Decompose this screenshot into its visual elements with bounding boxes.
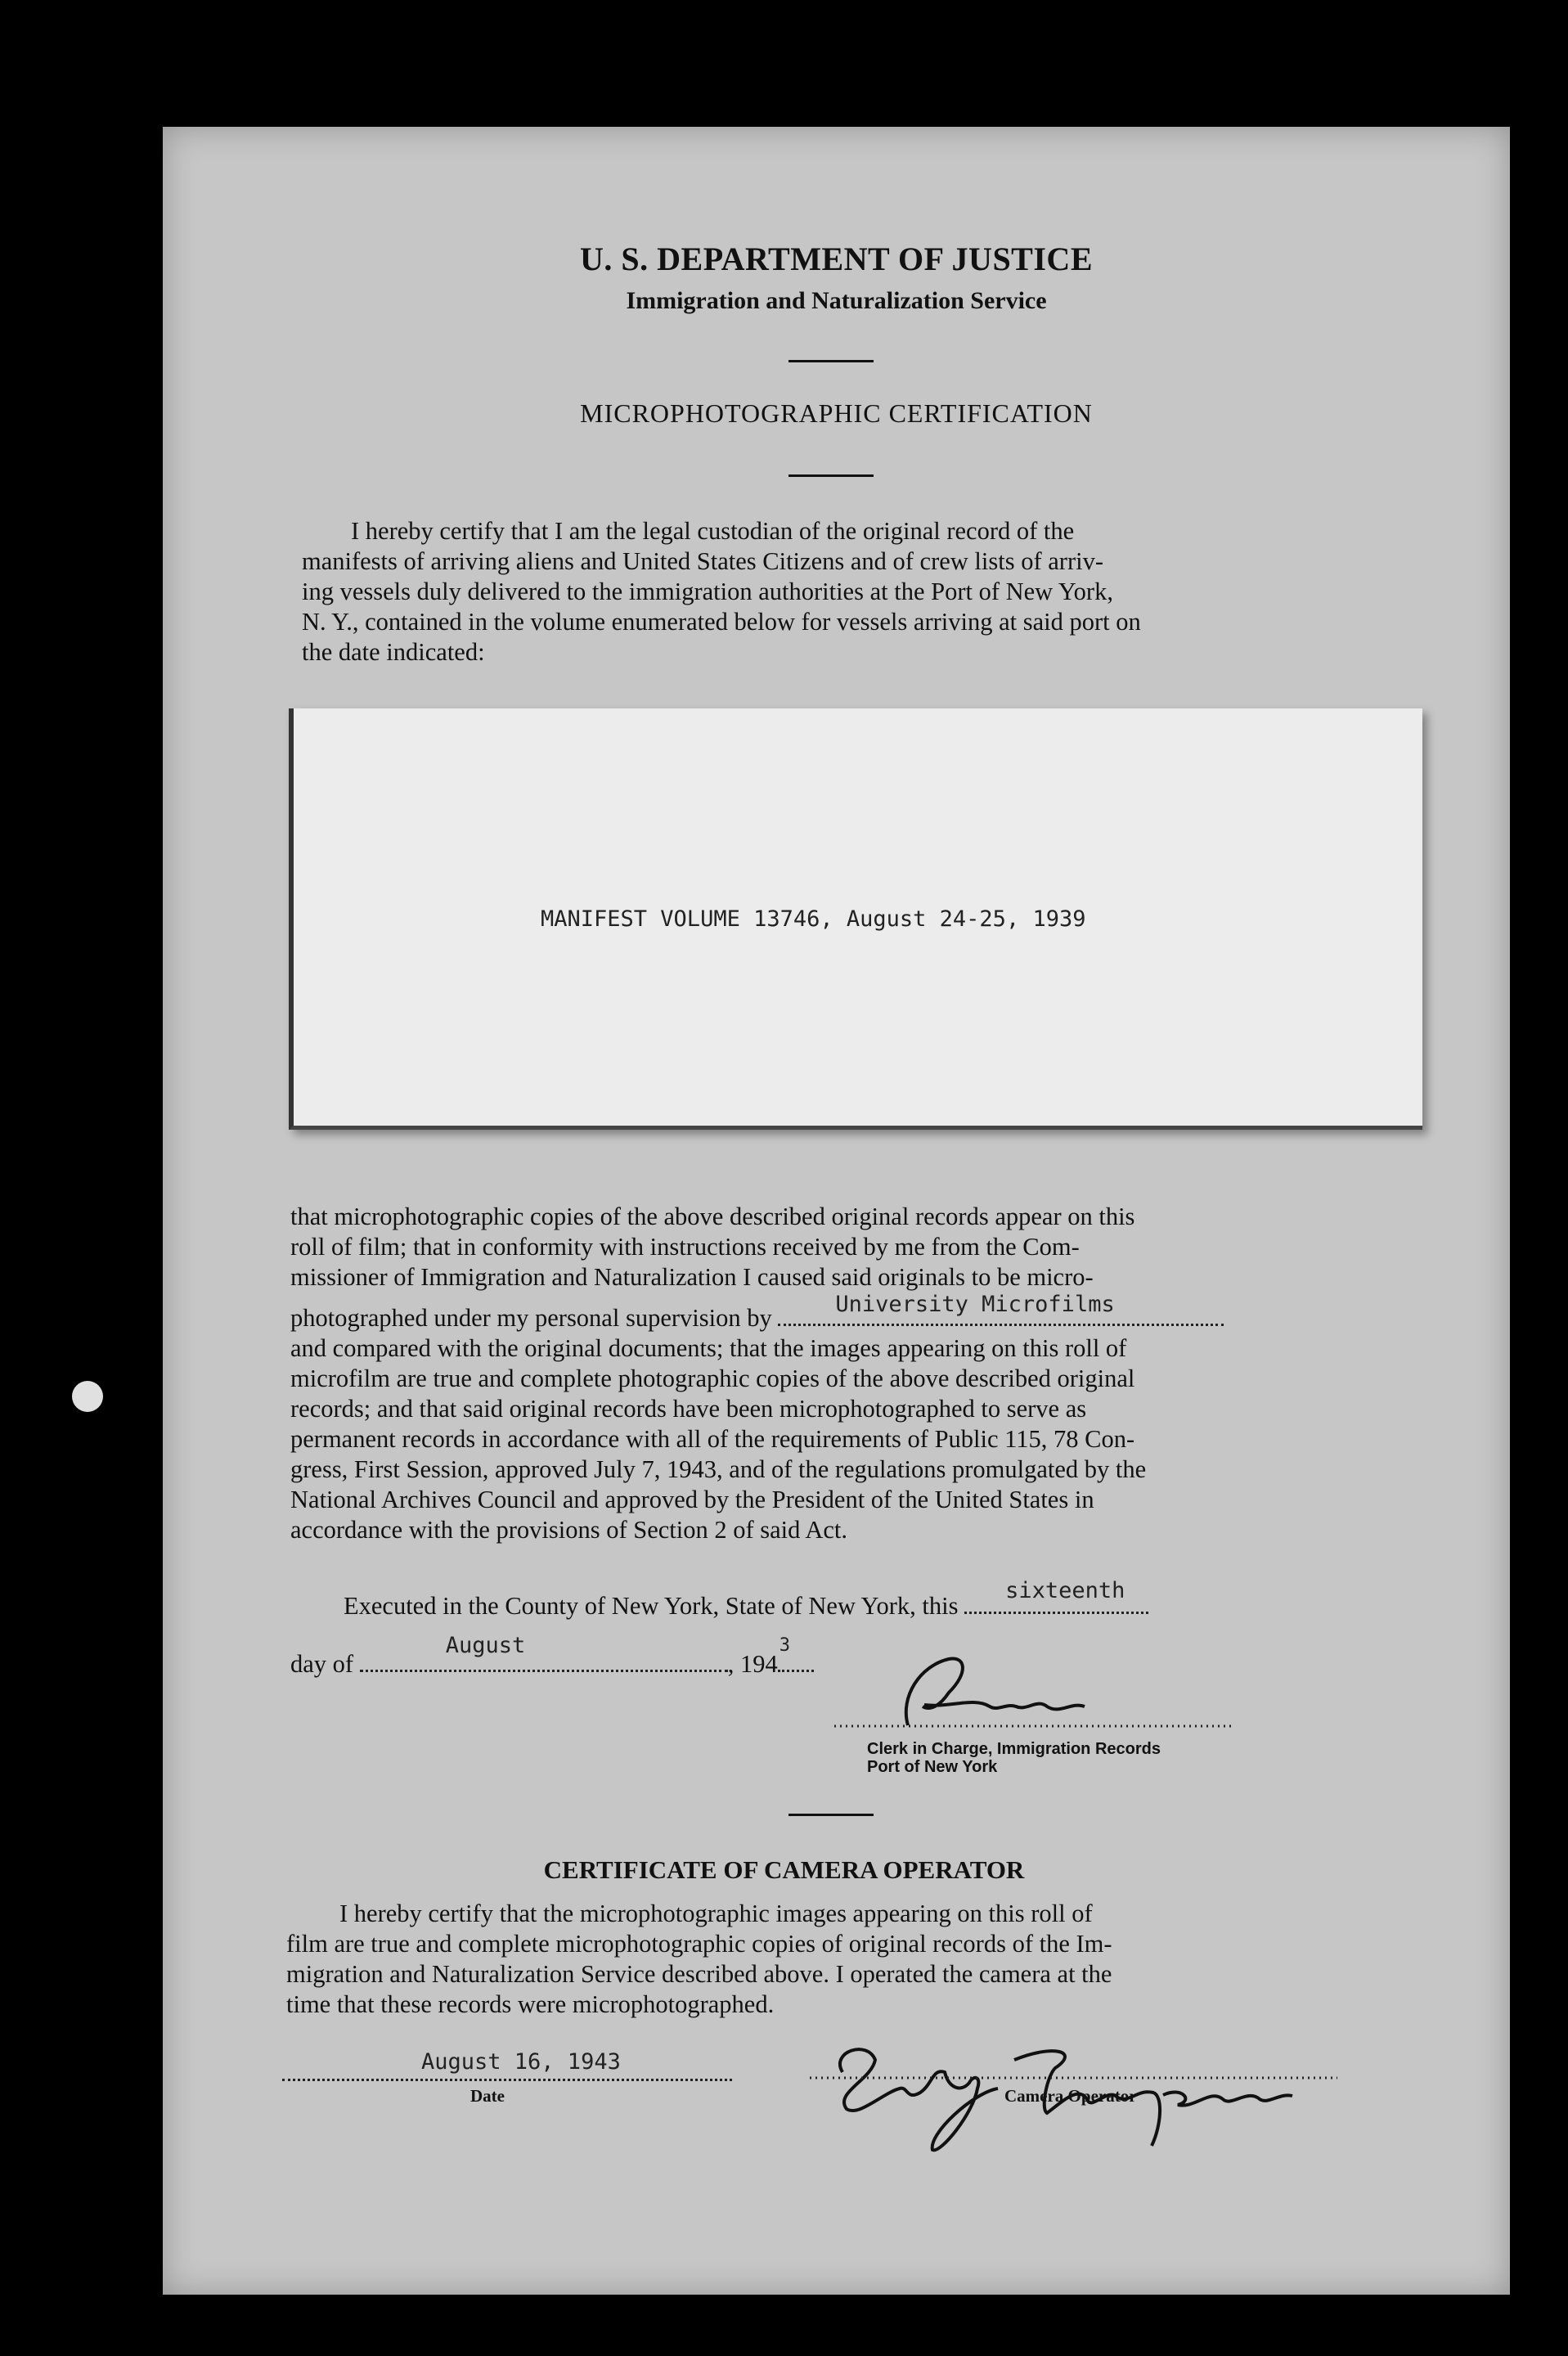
divider (788, 360, 874, 362)
body-line: permanent records in accordance with all of the requirements of Public 115, 78 Con- (290, 1425, 1135, 1453)
body-line: gress, First Session, approved July 7, 1943, and of the regulations promulgated by the (290, 1455, 1147, 1483)
day-of-label: day of (290, 1650, 354, 1678)
body-line: roll of film; that in conformity with instructions received by me from the Com- (290, 1233, 1080, 1261)
supervision-field (778, 1292, 1224, 1326)
supervision-line (290, 1292, 1350, 1333)
camera-date: August 16, 1943 (421, 2049, 621, 2075)
body-line: National Archives Council and approved by the President of the United States in (290, 1486, 1094, 1513)
camera-paragraph (286, 1899, 1341, 2020)
manifest-volume-label: MANIFEST VOLUME 13746, August 24-25, 1939 (541, 906, 1086, 932)
day-of-field (360, 1633, 728, 1672)
camera-operator-label: Camera Operator (1004, 2086, 1137, 2106)
body-paragraph (290, 1202, 1350, 1545)
year-prefix: , 194 (727, 1650, 778, 1678)
divider (788, 1814, 874, 1816)
supervision-value: University Microfilms (835, 1292, 1115, 1317)
camera-operator-heading: CERTIFICATE OF CAMERA OPERATOR (543, 1855, 1025, 1884)
intro-line: the date indicated: (302, 638, 485, 666)
year-suffix: 3 (779, 1635, 790, 1656)
day-of-month: August (445, 1633, 526, 1658)
body-line: records; and that said original records have been microphotographed to serve as (290, 1395, 1087, 1423)
camera-line: migration and Naturalization Service described above. I operated the camera at the (286, 1960, 1112, 1988)
camera-line: film are true and complete microphotographic copies of original records of the Im- (286, 1930, 1112, 1958)
intro-line: manifests of arriving aliens and United States Citizens and of crew lists of arriv- (302, 547, 1103, 575)
service-subheading: Immigration and Naturalization Service (626, 287, 1047, 314)
intro-paragraph (302, 516, 1357, 668)
date-field (282, 2049, 732, 2082)
executed-prefix: Executed in the County of New York, State of New York, this (344, 1592, 959, 1620)
clerk-title-line: Clerk in Charge, Immigration Records (867, 1740, 1161, 1758)
intro-line: I hereby certify that I am the legal custodian of the original record of the (351, 517, 1075, 545)
punch-hole (72, 1381, 103, 1412)
date-dotted-line (282, 2079, 732, 2081)
body-line: microfilm are true and complete photographic copies of the above described original (290, 1365, 1135, 1392)
body-line: accordance with the provisions of Section 2 of said Act. (290, 1516, 847, 1544)
intro-line: N. Y., contained in the volume enumerated below for vessels arriving at said port on (302, 608, 1141, 636)
divider (788, 474, 874, 477)
clerk-title-line: Port of New York (867, 1758, 998, 1776)
year-field (778, 1635, 814, 1672)
department-heading: U. S. DEPARTMENT OF JUSTICE (580, 241, 1093, 277)
supervision-prefix: photographed under my personal supervision by (290, 1304, 772, 1332)
camera-line: I hereby certify that the microphotographic images appearing on this roll of (339, 1900, 1093, 1927)
executed-day-field (964, 1578, 1148, 1614)
date-label: Date (470, 2086, 505, 2106)
body-line: missioner of Immigration and Naturalization I caused said originals to be micro- (290, 1263, 1094, 1291)
volume-card (289, 708, 1422, 1130)
executed-day: sixteenth (1005, 1578, 1125, 1603)
executed-line (344, 1578, 1358, 1621)
intro-line: ing vessels duly delivered to the immigration authorities at the Port of New York, (302, 578, 1113, 605)
clerk-signature-image (826, 1648, 1268, 1729)
clerk-signature (826, 1648, 1268, 1729)
body-line: and compared with the original documents; that the images appearing on this roll of (290, 1334, 1127, 1362)
body-line: that microphotographic copies of the above described original records appear on this (290, 1203, 1135, 1230)
camera-line: time that these records were microphotographed. (286, 1990, 775, 2018)
clerk-title (867, 1740, 1161, 1776)
certification-title: MICROPHOTOGRAPHIC CERTIFICATION (580, 398, 1093, 428)
